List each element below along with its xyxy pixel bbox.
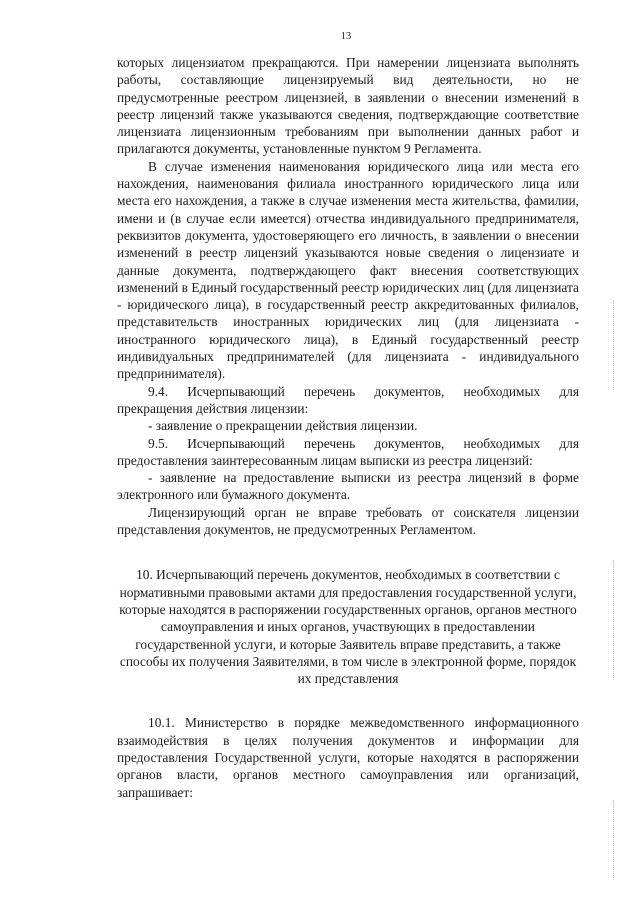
scan-margin-mark [613, 560, 615, 680]
scan-margin-mark [613, 800, 615, 880]
page-number: 13 [340, 31, 352, 42]
paragraph-continuation: которых лицензиатом прекращаются. При намерении лицензиата выполнять работы, составляющие лицензируемый вид деятельности, но не предусмотренные реестром лицензией, в заявлении о внесении изменений в реестр лицензий также указываются сведения, подтверждающие соответствие лицензиата лицензионным требованиям при выполнении данных работ и прилагаются документы, установленные пунктом 9 Регламента. [117, 55, 579, 157]
section-10-heading: 10. Исчерпывающий перечень документов, необходимых в соответствии с нормативными правовыми актами для предоставления государственной услуги, которые находятся в распоряжении государственных органов, органов местного самоуправления и иных органов, участвующих в предоставлении государственной услуги, и которые Заявитель вправе представить, а также способы их получения Заявителями, в том числе в электронной форме, порядок их представления [119, 567, 577, 687]
document-body [117, 54, 579, 801]
clause-9-5-item: - заявление на предоставление выписки из реестра лицензий в форме электронного или бумажного документа. [117, 470, 579, 503]
clause-9-4-item: - заявление о прекращении действия лицензии. [148, 418, 418, 434]
clause-10-1: 10.1. Министерство в порядке межведомственного информационного взаимодействия в целях получения документов и информации для предоставления Государственной услуги, которые находятся в распоряжении органов власти, органов местного самоуправления или организаций, запрашивает: [117, 715, 579, 800]
paragraph-restriction: Лицензирующий орган не вправе требовать от соискателя лицензии представления документов, не предусмотренных Регламентом. [117, 504, 579, 538]
paragraph-name-change: В случае изменения наименования юридического лица или места его нахождения, наименования филиала иностранного юридического лица или места его нахождения, а также в случае изменения места жительства, фамилии, имени и (в случае если имеется) отчества индивидуального предпринимателя, реквизитов документа, удостоверяющего его личность, в заявлении о внесении изменений в реестр лицензий указываются новые сведения о лицензиате и данные документа, подтверждающего факт внесения соответствующих изменений в Единый государственный реестр юридических лиц (для лицензиата - юридического лица), в государственный реестр аккредитованных филиалов, представительств иностранных юридических лиц (для лицензиата - иностранного юридического лица), в Единый государственный реестр индивидуальных предпринимателей (для лицензиата - индивидуального предпринимателя). [117, 158, 579, 382]
clause-9-5: 9.5. Исчерпывающий перечень документов, необходимых для предоставления заинтересованным лицам выписки из реестра лицензий: [117, 435, 579, 468]
clause-9-4: 9.4. Исчерпывающий перечень документов, необходимых для прекращения действия лицензии: [117, 383, 579, 416]
scan-margin-mark [613, 300, 615, 390]
